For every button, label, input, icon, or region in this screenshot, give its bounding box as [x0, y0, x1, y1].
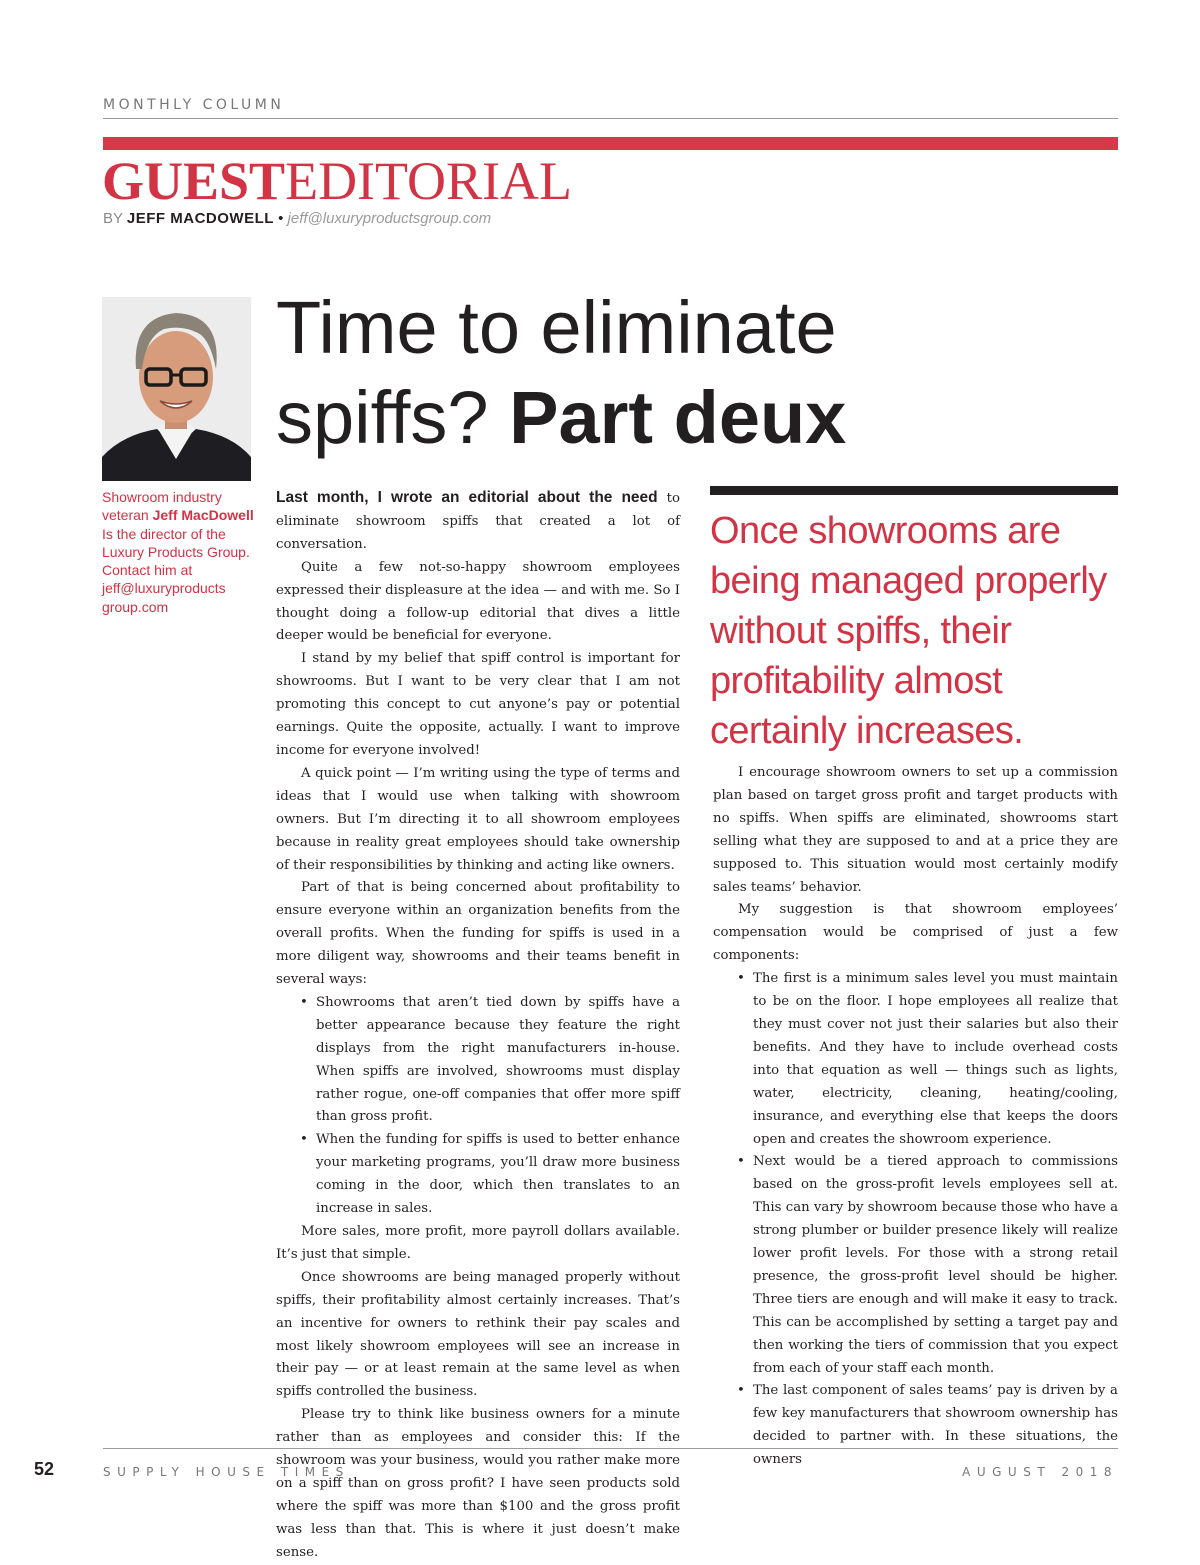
article-headline	[276, 283, 1136, 463]
header-red-bar	[103, 137, 1118, 150]
section-label: MONTHLY COLUMN	[103, 97, 285, 113]
column-title	[102, 152, 572, 210]
caption-name: Jeff MacDowell	[152, 507, 254, 524]
issue-date: AUGUST 2018	[962, 1465, 1118, 1479]
author-photo	[102, 297, 251, 481]
pull-quote-rule	[710, 486, 1118, 495]
paragraph: Please try to think like business owners for a minute rather than as employees and consider this: If the showroom was your business, would you rather make more on a spiff than on gross profit? I have seen products sold where the spiff was more than $100 and the gross profit was less than that. This is where it just doesn’t make sense.	[276, 1407, 680, 1560]
author-caption	[102, 488, 262, 616]
byline	[103, 210, 491, 227]
byline-email[interactable]: jeff@luxuryproductsgroup.com	[287, 210, 492, 227]
bullet-item: • Showrooms that aren’t tied down by spiffs have a better appearance because they feature the right displays from the right manufacturers in-house. When spiffs are involved, showrooms must display rather rogue, one-off companies that offer more spiff than gross profit.	[316, 992, 680, 1129]
paragraph: Quite a few not-so-happy showroom employees expressed their displeasure at the idea — and with me. So I thought doing a follow-up editorial that dives a little deeper would be beneficial for everyone.	[276, 559, 680, 644]
paragraph: More sales, more profit, more payroll dollars available. It’s just that simple.	[276, 1224, 680, 1262]
publication-name: SUPPLY HOUSE TIMES	[103, 1465, 350, 1479]
footer-divider	[103, 1448, 1118, 1449]
pull-quote: Once showrooms are being managed properly without spiffs, their profitability almost certainly increases.	[710, 510, 1107, 752]
article-column-right	[713, 762, 1118, 1472]
headline-line2-bold: Part deux	[509, 376, 847, 459]
paragraph: My suggestion is that showroom employees’ compensation would be comprised of just a few components:	[713, 902, 1118, 964]
page-number: 52	[34, 1459, 55, 1479]
paragraph	[276, 487, 680, 557]
bullet-list	[713, 968, 1118, 1472]
header-divider	[103, 118, 1118, 119]
bullet-item: • Next would be a tiered approach to commissions based on the gross-profit levels employees sell at. This can vary by showroom because those who have a strong plumber or builder presence likely will realize lower profit levels. For those with a strong retail presence, the gross-profit level should be higher. Three tiers are enough and will make it easy to track. This can be accomplished by setting a target pay and then working the tiers of commission that you expect from each of your staff each month.	[753, 1151, 1118, 1380]
byline-author: JEFF MACDOWELL	[126, 210, 274, 227]
bullet-list	[276, 992, 680, 1221]
byline-by: BY	[103, 210, 123, 227]
paragraph: I encourage showroom owners to set up a commission plan based on target gross profit and target products with no spiffs. When spiffs are eliminated, showrooms start selling what they are supposed to and at a price they are supposed to. This situation would most certainly modify sales teams’ behavior.	[713, 765, 1118, 895]
headline-line1: Time to eliminate	[276, 286, 837, 369]
caption-details: Is the director of the Luxury Products Group. Contact him at jeff@luxuryproducts group.com	[102, 525, 250, 615]
column-title-regular: EDITORIAL	[285, 151, 573, 211]
byline-separator: •	[278, 210, 284, 227]
bullet-item: • The last component of sales teams’ pay is driven by a few key manufacturers that showroom ownership has decided to partner with. In these situations, the owners	[753, 1380, 1118, 1472]
paragraph: A quick point — I’m writing using the type of terms and ideas that I would use when talking with showroom owners. But I’m directing it to all showroom employees because in reality great employees should take ownership of their responsibilities by thinking and acting like owners.	[276, 765, 680, 873]
lead-in: Last month, I wrote an editorial about the need	[276, 489, 658, 506]
bullet-item: • The first is a minimum sales level you must maintain to be on the floor. I hope employees all realize that they must cover not just their salaries but also their benefits. And they have to include overhead costs into that equation as well — things such as lights, water, electricity, cleaning, heating/cooling, insurance, and everything else that keeps the doors open and creates the showroom experience.	[753, 968, 1118, 1151]
paragraph: Once showrooms are being managed properly without spiffs, their profitability almost certainly increases. That’s an incentive for owners to rethink their pay scales and most likely showroom employees will see an increase in their pay — or at least remain at the same level as when spiffs controlled the business.	[276, 1269, 680, 1400]
paragraph: Part of that is being concerned about profitability to ensure everyone within an organization benefits from the overall profits. When the funding for spiffs is used in a more diligent way, showrooms and their teams benefit in several ways:	[276, 880, 680, 988]
headline-line2-regular: spiffs?	[276, 376, 489, 459]
lead-rest: to eliminate showroom spiffs that created a lot of conversation.	[276, 491, 680, 552]
article-column-left	[276, 487, 680, 1565]
bullet-item: • When the funding for spiffs is used to better enhance your marketing programs, you’ll draw more business coming in the door, which then translates to an increase in sales.	[316, 1129, 680, 1221]
caption-intro: Showroom industry veteran	[102, 489, 222, 524]
column-title-bold: GUEST	[102, 151, 286, 211]
paragraph: I stand by my belief that spiff control is important for showrooms. But I want to be very clear that I am not promoting this concept to cut anyone’s pay or potential earnings. Quite the opposite, actually. I want to improve income for everyone involved!	[276, 651, 680, 758]
